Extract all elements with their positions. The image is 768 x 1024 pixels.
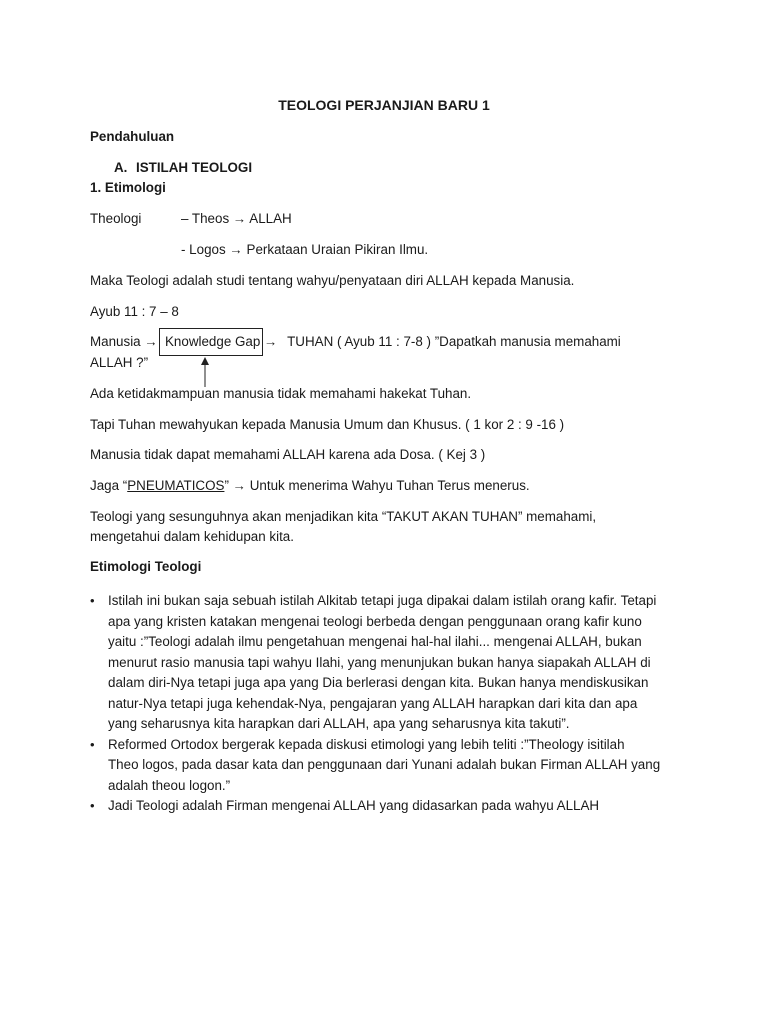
bullet-line: dalam diri-Nya tetapi juga apa yang Dia berlerasi dengan kita. Bukan hanya mendiskusikan bbox=[108, 675, 649, 690]
bullet-line: natur-Nya tetapi juga kehendak-Nya, pengajaran yang ALLAH harapkan dari kita dan apa bbox=[108, 695, 638, 711]
etimologi-teologi-heading: Etimologi Teologi bbox=[90, 559, 202, 574]
bullet-list bbox=[89, 591, 699, 817]
bullet-line: apa yang kristen katakan mengenai teologi berbeda dengan penggunaan orang kafir kuno bbox=[108, 613, 642, 629]
document-title: TEOLOGI PERJANJIAN BARU 1 bbox=[278, 97, 490, 113]
intro-heading: Pendahuluan bbox=[90, 129, 175, 144]
diagram-manusia: Manusia bbox=[90, 334, 141, 349]
subsection-etimologi: 1. Etimologi bbox=[90, 180, 166, 195]
section-a-marker: A. bbox=[114, 160, 128, 175]
jaga-line bbox=[90, 478, 530, 494]
paragraph-maka: Maka Teologi adalah studi tentang wahyu/penyataan diri ALLAH kepada Manusia. bbox=[90, 273, 575, 288]
arrow-right-icon: → bbox=[232, 211, 247, 226]
arrow-right-icon: → bbox=[264, 334, 278, 349]
bullet-line: Reformed Ortodox bergerak kepada diskusi etimologi yang lebih teliti :”Theology isitilah bbox=[108, 736, 625, 752]
bullet-item bbox=[89, 735, 699, 797]
arrow-up-icon bbox=[198, 356, 212, 388]
jaga-suffix: ” bbox=[224, 478, 229, 493]
bullet-line: yang seharusnya kita harapkan dari ALLAH, apa yang seharusnya kita takuti”. bbox=[108, 716, 570, 731]
bullet-item bbox=[89, 796, 699, 817]
bullet-line: Istilah ini bukan saja sebuah istilah Alkitab tetapi juga dipakai dalam istilah orang kafir. Tetapi bbox=[108, 593, 657, 608]
section-a-heading: ISTILAH TEOLOGI bbox=[136, 160, 253, 175]
bullet-line: adalah theou logon.” bbox=[108, 777, 231, 793]
diagram-left bbox=[90, 334, 158, 350]
paragraph-teologi-line2: mengetahui dalam kehidupan kita. bbox=[90, 529, 294, 544]
jaga-prefix: Jaga “ bbox=[90, 478, 128, 493]
bullet-item bbox=[89, 591, 699, 735]
arrow-right-icon: → bbox=[232, 478, 247, 493]
bullet-line: menurut rasio manusia tapi wahyu Ilahi, yang menunjukan bukan hanya siapakah ALLAH di bbox=[108, 654, 651, 670]
logos-meaning: Perkataan Uraian Pikiran Ilmu. bbox=[246, 242, 429, 257]
paragraph-tapi: Tapi Tuhan mewahyukan kepada Manusia Umum dan Khusus. ( 1 kor 2 : 9 -16 ) bbox=[90, 417, 565, 432]
knowledge-gap-box bbox=[159, 328, 263, 356]
bullet-line: yaitu :”Teologi adalah ilmu pengetahuan mengenai hal-hal ilahi... mengenai ALLAH, bukan bbox=[108, 634, 642, 649]
theos-line bbox=[181, 211, 292, 227]
theos-prefix: – Theos bbox=[181, 211, 230, 226]
paragraph-manusia: Manusia tidak dapat memahami ALLAH karena ada Dosa. ( Kej 3 ) bbox=[90, 447, 486, 462]
bullet-dot-icon: • bbox=[90, 593, 95, 608]
paragraph-ada: Ada ketidakmampuan manusia tidak memahami hakekat Tuhan. bbox=[90, 386, 472, 401]
jaga-rest: Untuk menerima Wahyu Tuhan Terus menerus. bbox=[249, 478, 530, 493]
paragraph-teologi-line1: Teologi yang sesunguhnya akan menjadikan kita “TAKUT AKAN TUHAN” memahami, bbox=[90, 509, 597, 524]
knowledge-gap-label: Knowledge Gap bbox=[165, 334, 261, 349]
theologi-term: Theologi bbox=[90, 211, 142, 226]
bullet-dot-icon: • bbox=[90, 798, 95, 813]
logos-line bbox=[181, 242, 428, 258]
ayub-reference: Ayub 11 : 7 – 8 bbox=[90, 304, 179, 319]
theos-meaning: ALLAH bbox=[249, 211, 292, 226]
logos-prefix: - Logos bbox=[181, 242, 226, 257]
diagram-right-cont: ALLAH ?” bbox=[90, 355, 149, 370]
arrow-right-icon: → bbox=[144, 334, 158, 349]
pneumaticos-term: PNEUMATICOS bbox=[127, 478, 225, 493]
diagram-right bbox=[264, 334, 621, 350]
bullet-line: Theo logos, pada dasar kata dan penggunaan dari Yunani adalah bukan Firman ALLAH yang bbox=[108, 757, 661, 772]
bullet-line: Jadi Teologi adalah Firman mengenai ALLAH yang didasarkan pada wahyu ALLAH bbox=[108, 798, 600, 813]
arrow-right-icon: → bbox=[229, 242, 243, 257]
bullet-dot-icon: • bbox=[90, 736, 95, 752]
diagram-tuhan: TUHAN ( Ayub 11 : 7-8 ) ”Dapatkah manusia memahami bbox=[287, 334, 621, 349]
